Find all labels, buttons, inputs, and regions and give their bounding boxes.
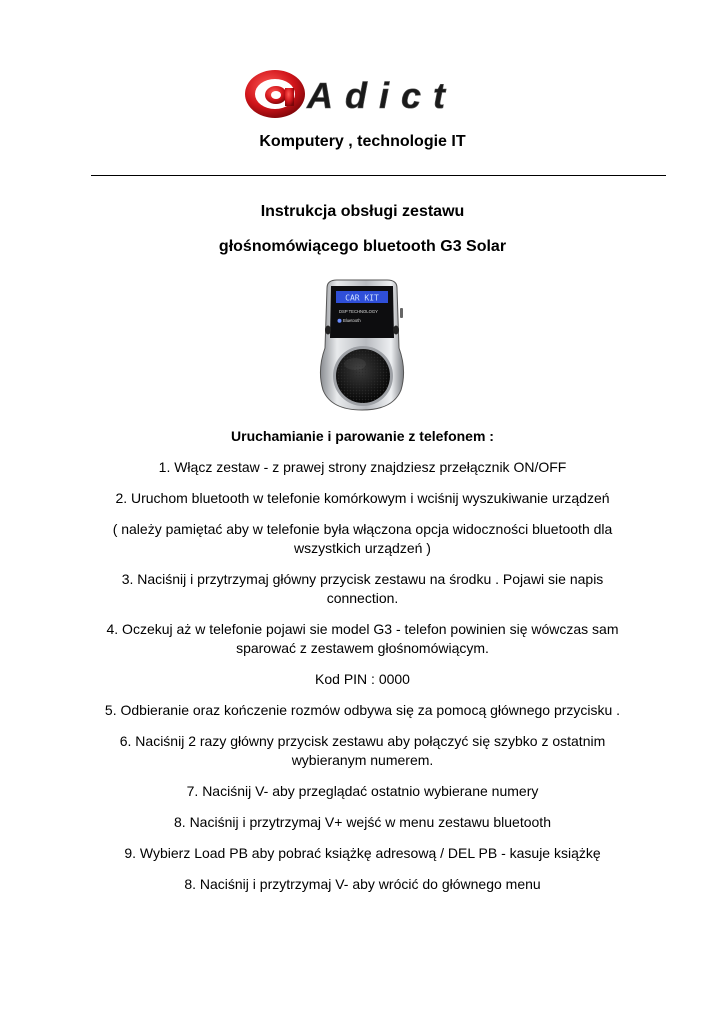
left-button: [325, 326, 331, 335]
step-4: 4. Oczekuj aż w telefonie pojawi sie model G3 - telefon powinien się wówczas sam sparować z zestawem głośnomówiącym.: [106, 621, 619, 656]
adict-logo-graphic: [243, 68, 483, 120]
brand-text: DSP TECHNOLOGY: [339, 309, 378, 314]
speakerphone-illustration: [313, 278, 411, 412]
bluetooth-icon: [338, 319, 342, 323]
section-heading: Uruchamianie i parowanie z telefonem :: [231, 428, 494, 444]
step-7: 7. Naciśnij V- aby przeglądać ostatnio wybierane numery: [186, 783, 539, 799]
step-1: 1. Włącz zestaw - z prawej strony znajdziesz przełącznik ON/OFF: [158, 459, 567, 475]
document-title-line-1: Instrukcja obsługi zestawu: [260, 203, 465, 220]
logo-wordmark: Adict: [307, 75, 457, 116]
step-2: 2. Uruchom bluetooth w telefonie komórkowym i wciśnij wyszukiwanie urządzeń: [115, 490, 610, 506]
bluetooth-text: Bluetooth: [343, 318, 361, 323]
right-button: [393, 326, 399, 335]
product-image-g3-solar: [313, 278, 411, 412]
step-6: 6. Naciśnij 2 razy główny przycisk zestawu aby połączyć się szybko z ostatnim wybieranym numerem.: [119, 733, 606, 768]
power-switch: [400, 308, 403, 318]
company-subtitle: Komputery , technologie IT: [259, 133, 466, 150]
document-title-line-2: głośnomówiącego bluetooth G3 Solar: [218, 238, 507, 255]
step-8-return: 8. Naciśnij i przytrzymaj V- aby wrócić do głównego menu: [184, 876, 541, 892]
step-2-note: ( należy pamiętać aby w telefonie była włączona opcja widoczności bluetooth dla wszystkich urządzeń ): [112, 521, 613, 556]
header-divider: [91, 175, 666, 176]
step-5: 5. Odbieranie oraz kończenie rozmów odbywa się za pomocą głównego przycisku .: [104, 702, 621, 718]
step-3: 3. Naciśnij i przytrzymaj główny przycisk zestawu na środku . Pojawi sie napis connection.: [121, 571, 604, 606]
adict-logo: [243, 68, 483, 120]
instruction-steps: [90, 458, 635, 906]
step-8: 8. Naciśnij i przytrzymaj V+ wejść w menu zestawu bluetooth: [174, 814, 551, 830]
step-9: 9. Wybierz Load PB aby pobrać książkę adresową / DEL PB - kasuje książkę: [124, 845, 601, 861]
pin-code: Kod PIN : 0000: [315, 671, 410, 687]
lcd-text: CAR KIT: [345, 293, 379, 303]
